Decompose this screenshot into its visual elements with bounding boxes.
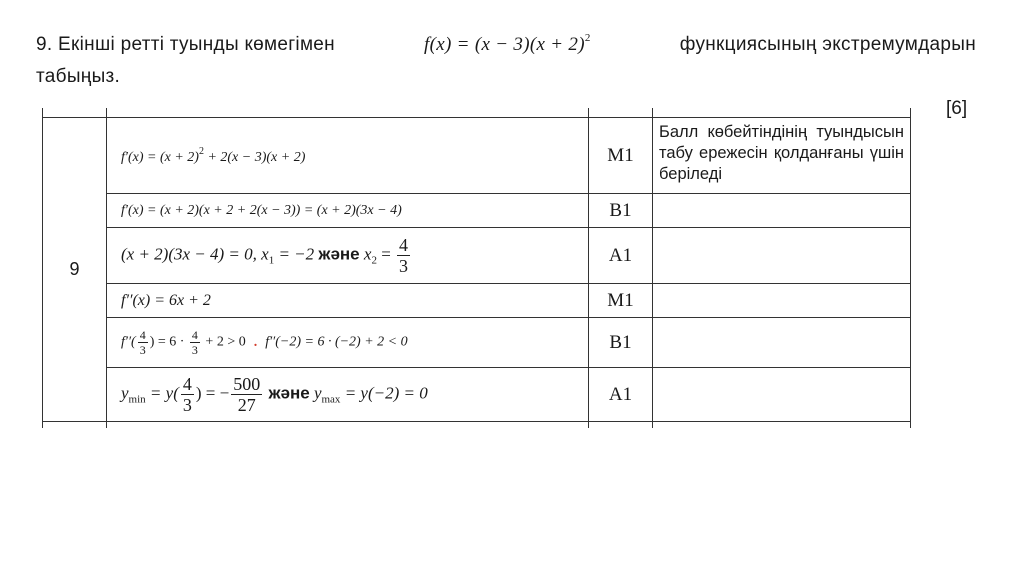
table-row	[43, 118, 911, 194]
problem-function-exponent: 2	[584, 32, 591, 44]
fraction: $\frac{4}{3}$	[182, 374, 192, 415]
mark-code: M1	[589, 118, 653, 194]
solution-step-2: f′(x) = (x + 2)(x + 2 + 2(x − 3)) = (x + 2)(3x − 4)	[107, 194, 589, 228]
empty-comment-cell	[653, 318, 911, 368]
fraction: $\frac{4}{3}$	[399, 235, 409, 276]
table-row	[43, 194, 911, 228]
empty-comment-cell	[653, 368, 911, 422]
table-row	[43, 368, 911, 422]
problem-function	[424, 22, 591, 61]
problem-statement	[36, 22, 976, 93]
problem-line-2: табыңыз.	[36, 66, 121, 87]
problem-text-after: функциясының экстремумдарын	[679, 34, 976, 55]
table-row	[43, 318, 911, 368]
table-row	[43, 228, 911, 284]
problem-function-body: f(x) = (x − 3)(x + 2)	[424, 34, 585, 55]
fraction: $\frac{4}{3}$	[191, 328, 198, 357]
marking-scheme-table	[42, 108, 911, 428]
marking-comment: Балл көбейтіндінің туындысын табу ережесін қолданғаны үшін беріледі	[653, 118, 911, 194]
empty-comment-cell	[653, 194, 911, 228]
max-score: [6]	[946, 98, 968, 119]
mark-code: B1	[589, 194, 653, 228]
mark-code: A1	[589, 228, 653, 284]
solution-step-6: $y_{min} = y$( $\frac{4}{3}$ ) = − $\frac{500}{27}$ және $y_{max} = y(-2) = 0$	[107, 368, 589, 422]
mark-code: B1	[589, 318, 653, 368]
red-dot-mark: .	[253, 334, 258, 350]
mark-code: A1	[589, 368, 653, 422]
empty-comment-cell	[653, 284, 911, 318]
solution-step-4: f′′(x) = 6x + 2	[107, 284, 589, 318]
problem-line-1	[36, 22, 976, 61]
problem-number: 9.	[36, 34, 53, 55]
table-row	[43, 284, 911, 318]
mark-code: M1	[589, 284, 653, 318]
problem-text-before: Екінші ретті туынды көмегімен	[58, 34, 335, 55]
question-number-cell: 9	[43, 118, 107, 422]
fraction: $\frac{4}{3}$	[139, 328, 146, 357]
table-top-spacer	[43, 108, 911, 118]
fraction: $\frac{500}{27}$	[233, 374, 261, 415]
solution-step-3: (x + 2)(3x − 4) = 0, $x_1 = -2$ және $x_2$ = $\frac{4}{3}$	[107, 228, 589, 284]
empty-comment-cell	[653, 228, 911, 284]
table-bottom-tail	[43, 422, 911, 429]
solution-step-5: f′′( $\frac{4}{3}$ ) = 6 · $\frac{4}{3}$ + 2 > 0 . f′′(−2) = 6 · (−2) + 2 < 0	[107, 318, 589, 368]
solution-step-1: $f'(x) = (x + 2)^2 + 2(x - 3)(x + 2)$	[107, 118, 589, 194]
